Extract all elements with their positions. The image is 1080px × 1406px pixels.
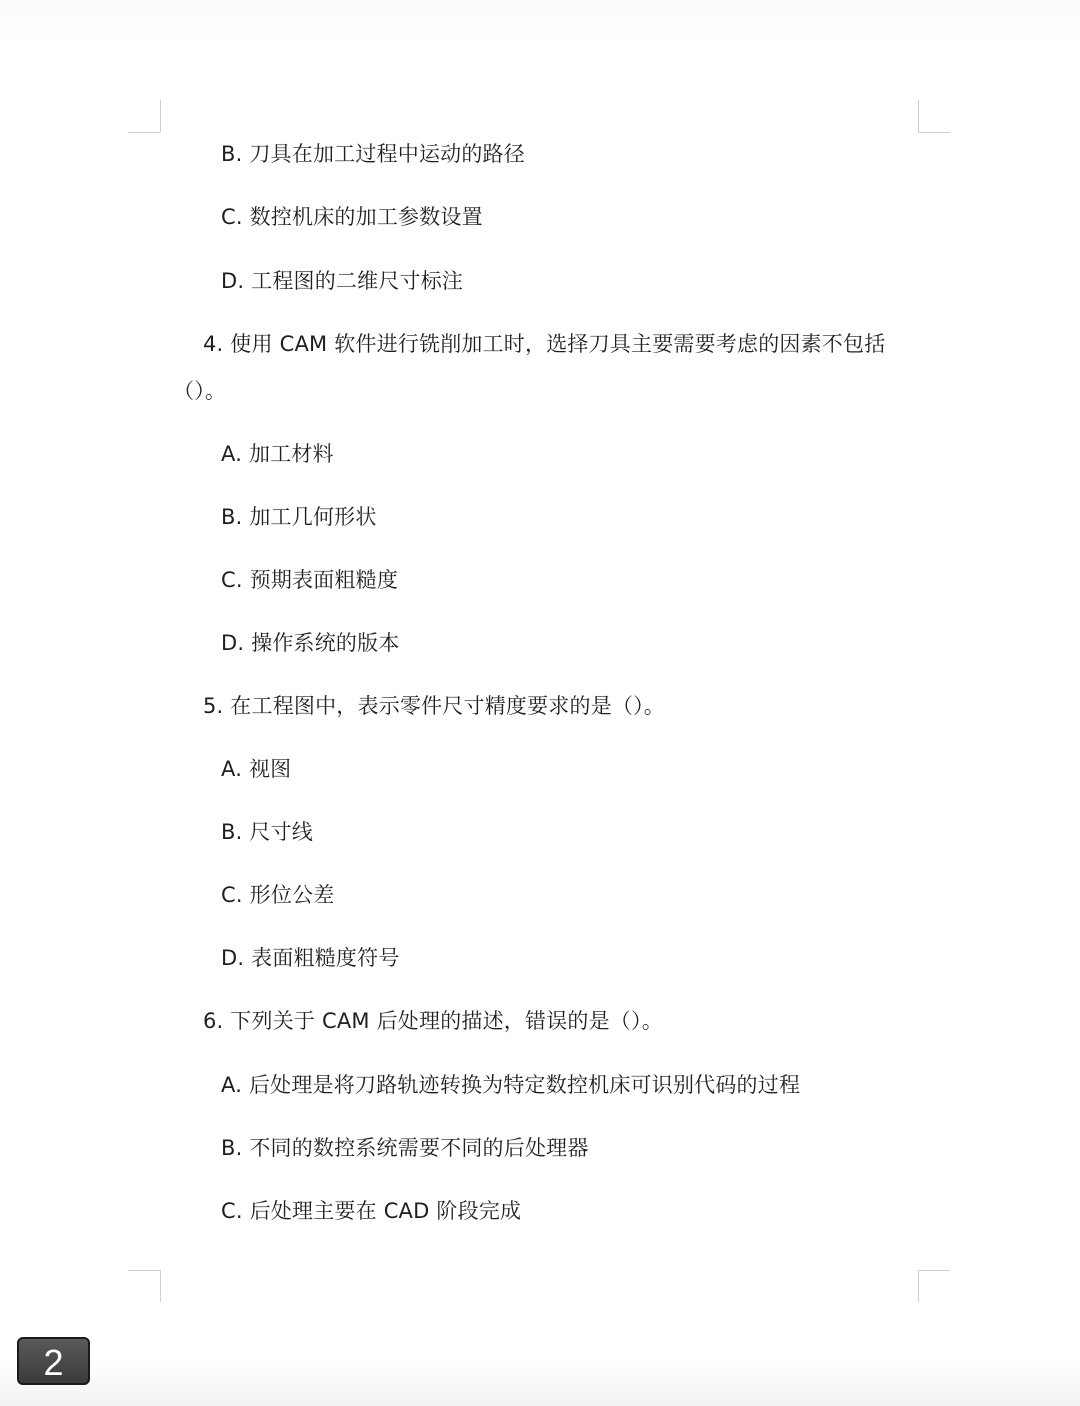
q5-option-b: B. 尺寸线 [221,820,313,844]
q4-option-b: B. 加工几何形状 [221,505,377,529]
q6-option-a: A. 后处理是将刀路轨迹转换为特定数控机床可识别代码的过程 [221,1073,801,1097]
q5-stem: 5. 在工程图中，表示零件尺寸精度要求的是（）。 [203,694,666,718]
q4-option-d: D. 操作系统的版本 [221,631,400,655]
page-number-badge: 2 [17,1337,90,1385]
q4-stem-continued: （）。 [173,379,227,403]
q6-option-c: C. 后处理主要在 CAD 阶段完成 [221,1199,522,1223]
q5-option-d: D. 表面粗糙度符号 [221,946,400,970]
q3-option-c: C. 数控机床的加工参数设置 [221,205,483,229]
q6-stem: 6. 下列关于 CAM 后处理的描述，错误的是（）。 [203,1009,663,1033]
q5-option-a: A. 视图 [221,757,292,781]
q4-option-a: A. 加工材料 [221,442,334,466]
q5-option-c: C. 形位公差 [221,883,335,907]
q3-option-d: D. 工程图的二维尺寸标注 [221,269,464,293]
q4-option-c: C. 预期表面粗糙度 [221,568,399,592]
q3-option-b: B. 刀具在加工过程中运动的路径 [221,142,525,166]
q6-option-b: B. 不同的数控系统需要不同的后处理器 [221,1136,589,1160]
q4-stem: 4. 使用 CAM 软件进行铣削加工时，选择刀具主要需要考虑的因素不包括 [203,332,886,356]
